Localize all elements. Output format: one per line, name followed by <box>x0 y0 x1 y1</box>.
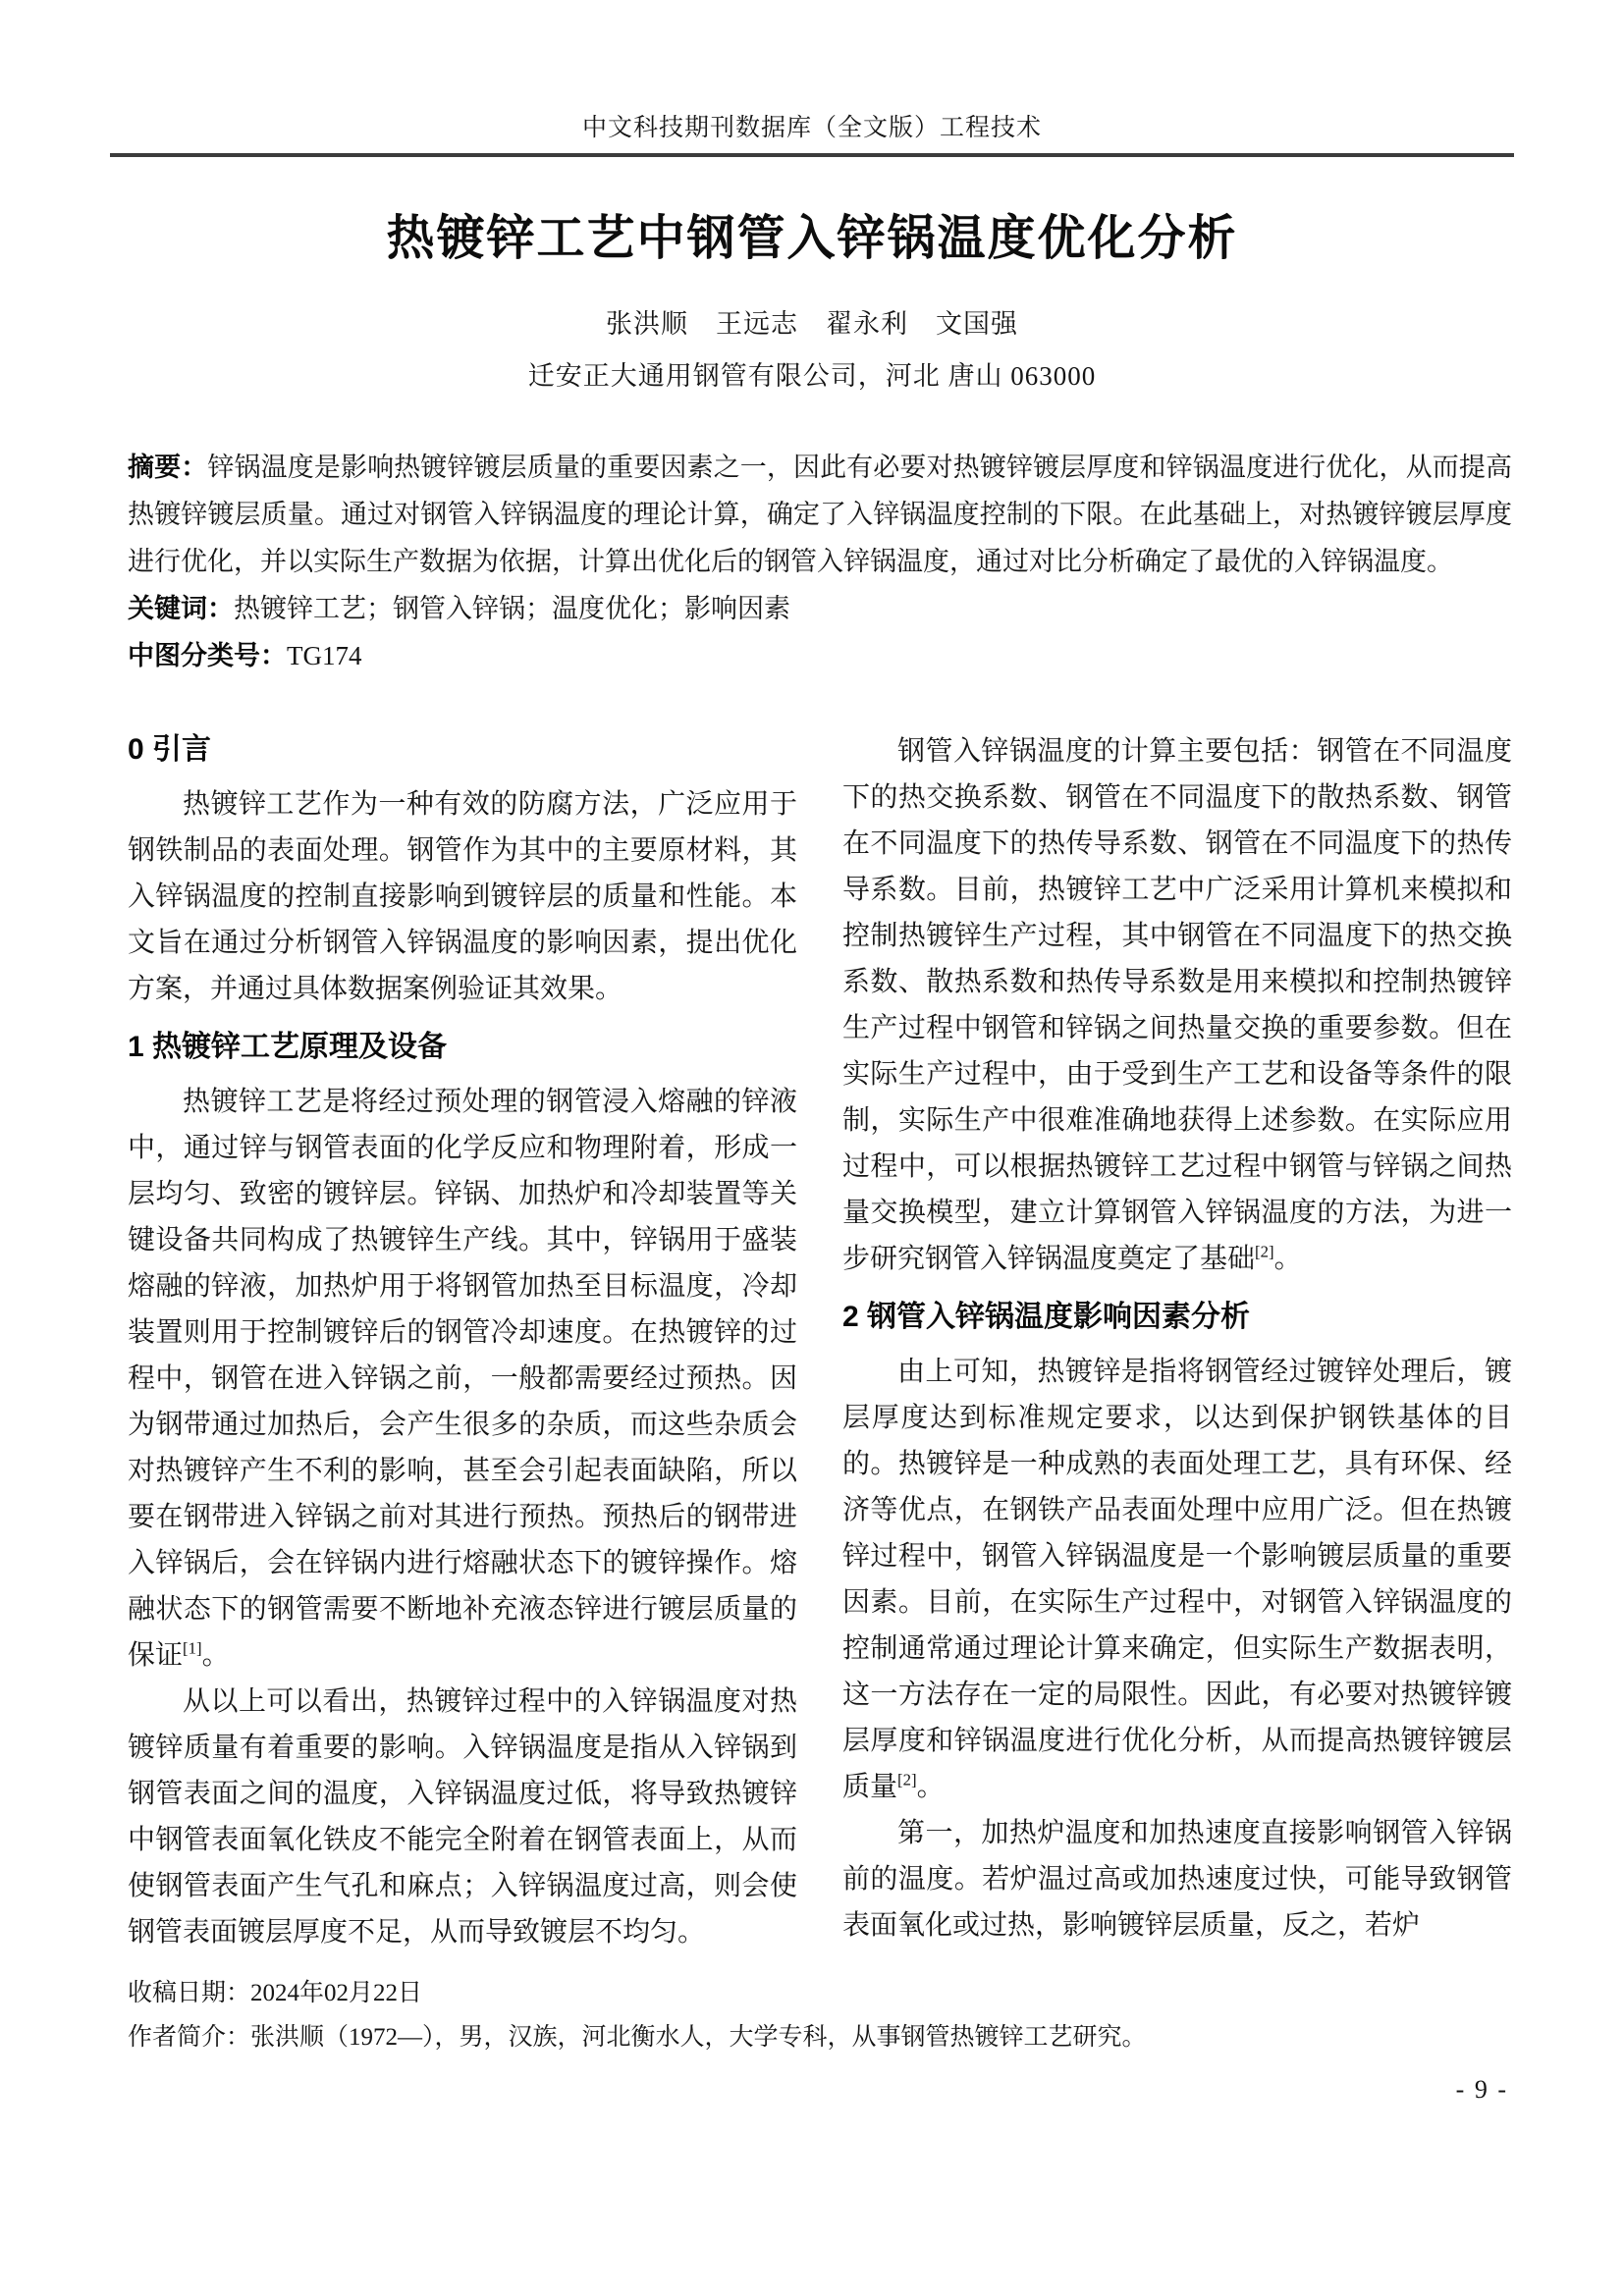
abstract-label: 摘要： <box>128 453 208 482</box>
abstract-text: 锌锅温度是影响热镀锌镀层质量的重要因素之一，因此有必要对热镀锌镀层厚度和锌锅温度进行优化，从而提高热镀锌镀层质量。通过对钢管入锌锅温度的理论计算，确定了入锌锅温度控制的下限。在此基础上，对热镀锌镀层厚度进行优化，并以实际生产数据为依据，计算出优化后的钢管入锌锅温度，通过对比分析确定了最优的入锌锅温度。 <box>128 453 1513 576</box>
author-bio-value: 张洪顺（1972—），男，汉族，河北衡水人，大学专科，从事钢管热镀锌工艺研究。 <box>250 2024 1147 2051</box>
citation-ref-2b: [2] <box>897 1770 917 1789</box>
paragraph-text: 热镀锌工艺是将经过预处理的钢管浸入熔融的锌液中，通过锌与钢管表面的化学反应和物理附着，形成一层均匀、致密的镀锌层。锌锅、加热炉和冷却装置等关键设备共同构成了热镀锌生产线。其中，锌锅用于盛装熔融的锌液，加热炉用于将钢管加热至目标温度，冷却装置则用于控制镀锌后的钢管冷却速度。在热镀锌的过程中，钢管在进入锌锅之前，一般都需要经过预热。因为钢带通过加热后，会产生很多的杂质，而这些杂质会对热镀锌产生不利的影响，甚至会引起表面缺陷，所以要在钢带进入锌锅之前对其进行预热。预热后的钢带进入锌锅后，会在锌锅内进行熔融状态下的镀锌操作。熔融状态下的钢管需要不断地补充液态锌进行镀层质量的保证 <box>128 1087 797 1671</box>
received-date-value: 2024年02月22日 <box>250 1980 423 2006</box>
paragraph-tail: 。 <box>1273 1244 1302 1274</box>
paragraph <box>842 1349 1512 1810</box>
paragraph: 从以上可以看出，热镀锌过程中的入锌锅温度对热镀锌质量有着重要的影响。入锌锅温度是指从入锌锅到钢管表面之间的温度，入锌锅温度过低，将导致热镀锌中钢管表面氧化铁皮不能完全附着在钢管表面上，从而使钢管表面产生气孔和麻点；入锌锅温度过高，则会使钢管表面镀层厚度不足，从而导致镀层不均匀。 <box>128 1686 797 1948</box>
paragraph-text: 钢管入锌锅温度的计算主要包括：钢管在不同温度下的热交换系数、钢管在不同温度下的散热系数、钢管在不同温度下的热传导系数、钢管在不同温度下的热传导系数。目前，热镀锌工艺中广泛采用计算机来模拟和控制热镀锌生产过程，其中钢管在不同温度下的热交换系数、散热系数和热传导系数是用来模拟和控制热镀锌生产过程中钢管和锌锅之间热量交换的重要参数。但在实际生产过程中，由于受到生产工艺和设备等条件的限制，实际生产中很难准确地获得上述参数。在实际应用过程中，可以根据热镀锌工艺过程中钢管与锌锅之间热量交换模型，建立计算钢管入锌锅温度的方法，为进一步研究钢管入锌锅温度奠定了基础 <box>842 736 1512 1274</box>
authors-line: 张洪顺 王远志 翟永利 文国强 <box>606 309 1018 339</box>
paragraph: 第一，加热炉温度和加热速度直接影响钢管入锌锅前的温度。若炉温过高或加热速度过快，可能导致钢管表面氧化或过热，影响镀锌层质量，反之，若炉 <box>842 1818 1512 1941</box>
received-date-label: 收稿日期： <box>128 1980 251 2006</box>
journal-header: 中文科技期刊数据库（全文版）工程技术 <box>581 115 1042 141</box>
keywords-text: 热镀锌工艺；钢管入锌锅；温度优化；影响因素 <box>234 594 790 623</box>
section-heading-2: 2 钢管入锌锅温度影响因素分析 <box>842 1301 1251 1333</box>
left-column <box>128 728 797 1955</box>
keywords-paragraph <box>128 585 1512 632</box>
paragraph-text: 由上可知，热镀锌是指将钢管经过镀锌处理后，镀层厚度达到标准规定要求，以达到保护钢铁基体的目的。热镀锌是一种成熟的表面处理工艺，具有环保、经济等优点，在钢铁产品表面处理中应用广泛。但在热镀锌过程中，钢管入锌锅温度是一个影响镀层质量的重要因素。目前，在实际生产过程中，对钢管入锌锅温度的控制通常通过理论计算来确定，但实际生产数据表明，这一方法存在一定的局限性。因此，有必要对热镀锌镀层厚度和锌锅温度进行优化分析，从而提高热镀锌镀层质量 <box>842 1357 1512 1802</box>
paragraph <box>842 728 1512 1282</box>
paragraph-tail: 。 <box>201 1640 230 1671</box>
clc-label: 中图分类号： <box>128 641 287 670</box>
front-matter <box>128 444 1512 679</box>
paragraph: 热镀锌工艺作为一种有效的防腐方法，广泛应用于钢铁制品的表面处理。钢管作为其中的主要原材料，其入锌锅温度的控制直接影响到镀锌层的质量和性能。本文旨在通过分析钢管入锌锅温度的影响因素，提出优化方案，并通过具体数据案例验证其效果。 <box>128 789 797 1004</box>
received-date-line <box>128 1971 1512 2015</box>
section-heading-0: 0 引言 <box>128 733 212 766</box>
author-bio-label: 作者简介： <box>128 2024 251 2051</box>
header-rule <box>110 153 1514 157</box>
paragraph <box>128 1079 797 1679</box>
section-heading-1: 1 热镀锌工艺原理及设备 <box>128 1031 448 1063</box>
footer-notes <box>128 1971 1512 2059</box>
affiliation-line: 迁安正大通用钢管有限公司，河北 唐山 063000 <box>527 361 1097 391</box>
keywords-label: 关键词： <box>128 594 234 623</box>
citation-ref-2: [2] <box>1255 1242 1274 1261</box>
body-columns <box>128 728 1512 1955</box>
author-bio-line <box>128 2015 1512 2059</box>
abstract-paragraph <box>128 444 1512 585</box>
paper-title: 热镀锌工艺中钢管入锌锅温度优化分析 <box>386 212 1238 265</box>
page-number: - 9 - <box>1455 2075 1508 2104</box>
right-column <box>842 728 1512 1955</box>
citation-ref-1: [1] <box>183 1638 202 1658</box>
clc-paragraph <box>128 632 1512 679</box>
paragraph-tail: 。 <box>916 1772 945 1802</box>
clc-value: TG174 <box>287 641 362 670</box>
